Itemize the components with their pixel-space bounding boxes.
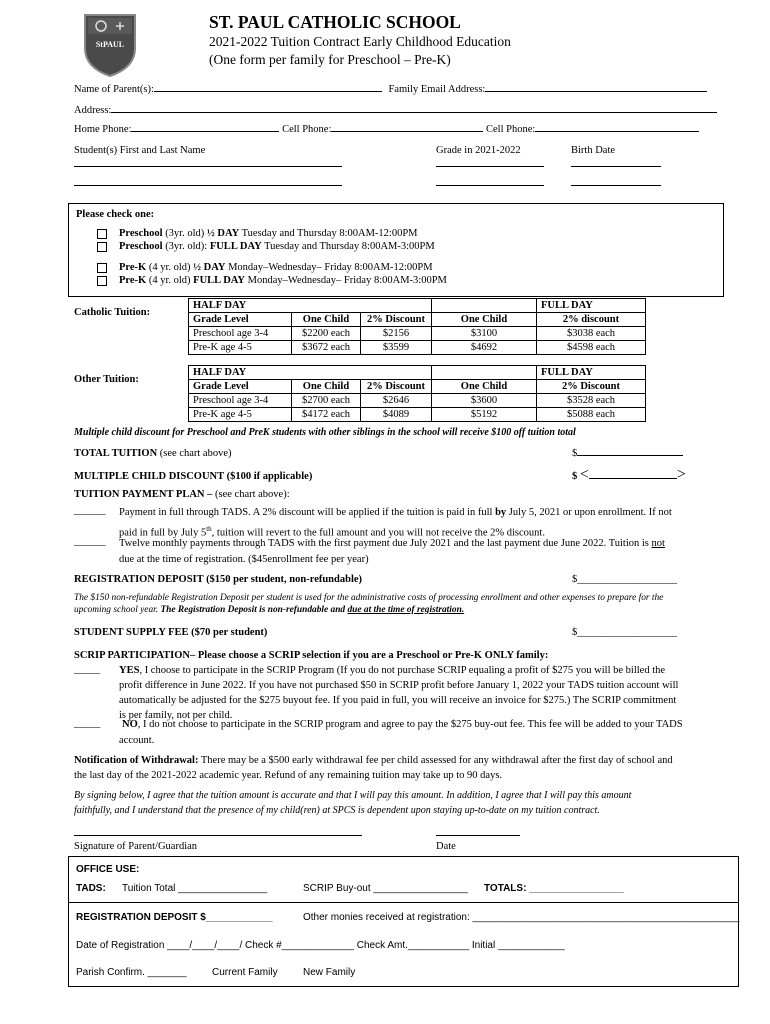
office-divider	[68, 902, 738, 903]
option-preschool-half[interactable]	[97, 228, 418, 239]
multi-child-note: Multiple child discount for Preschool and PreK students with other siblings in the school will receive $100 off tuition total	[74, 427, 576, 438]
text: by	[495, 507, 507, 518]
option-name: Pre-K	[119, 275, 147, 286]
grade-field-1[interactable]	[436, 166, 544, 167]
discount-full-header: 2% discount	[537, 313, 646, 327]
text: The $150 non-refundable Registration Deposit per student is used for the administrative costs of processing enrollment and other expenses to prepare for the	[74, 593, 664, 603]
full-day-header: FULL DAY	[537, 299, 646, 313]
option-age: (4 yr. old)	[146, 275, 194, 286]
phone-row	[74, 124, 699, 135]
text: NO	[122, 719, 138, 730]
office-reg-deposit[interactable]: REGISTRATION DEPOSIT $____________	[76, 912, 273, 923]
total-tuition-label: TOTAL TUITION	[74, 448, 158, 459]
payment-plan-label: TUITION PAYMENT PLAN –	[74, 489, 213, 500]
table-cell: $5192	[432, 408, 537, 422]
one-child-full-header: One Child	[432, 313, 537, 327]
office-parish-confirm[interactable]: Parish Confirm. _______	[76, 967, 187, 978]
table-cell: $2646	[361, 394, 432, 408]
text: automatically be adjusted for the $275 buyout fee. If you paid in full, you will receive an invoice for $275.) The SCRIP commitment	[119, 695, 677, 706]
checkbox[interactable]	[97, 242, 107, 252]
option-prek-full[interactable]	[97, 275, 447, 286]
checkbox[interactable]	[97, 229, 107, 239]
checkbox[interactable]	[97, 263, 107, 273]
option-detail: Tuesday and Thursday 8:00AM-3:00PM	[261, 241, 435, 252]
text: is per family, not per child.	[119, 710, 233, 721]
text: not	[651, 538, 665, 549]
payment-monthly-text	[119, 536, 729, 568]
parents-label: Name of Parent(s):	[74, 84, 154, 95]
cell-phone-field-1[interactable]	[331, 131, 483, 132]
deposit-field[interactable]: $___________________	[572, 574, 677, 585]
payment-monthly-blank[interactable]: ______	[74, 536, 106, 547]
supply-field[interactable]: $___________________	[572, 627, 677, 638]
office-date-registration[interactable]: Date of Registration ____/____/____/ Check #_____________ Check Amt.___________ Initial ____________	[76, 940, 565, 951]
office-totals[interactable]: TOTALS: _________________	[484, 883, 624, 894]
payment-plan-title	[74, 489, 290, 500]
discount-line[interactable]	[589, 478, 677, 479]
option-name: Pre-K	[119, 262, 147, 273]
table-cell: $3599	[361, 341, 432, 355]
one-child-full-header: One Child	[432, 380, 537, 394]
signature-field[interactable]	[74, 835, 362, 836]
text: Notification of Withdrawal:	[74, 755, 199, 766]
option-age: (3yr. old)	[162, 228, 207, 239]
other-tuition-label: Other Tuition:	[74, 374, 139, 385]
grade-label: Grade in 2021-2022	[436, 145, 521, 156]
total-tuition-row	[74, 448, 232, 459]
option-day: FULL DAY	[209, 241, 262, 252]
scrip-yes-blank[interactable]: _____	[74, 664, 101, 675]
contract-title: 2021-2022 Tuition Contract Early Childhood Education	[209, 34, 511, 49]
table-cell: $3038 each	[537, 327, 646, 341]
option-day: ½ DAY	[193, 262, 226, 273]
checkbox[interactable]	[97, 276, 107, 286]
parents-name-field[interactable]	[154, 91, 382, 92]
text: paid in full by July 5	[119, 527, 207, 539]
office-scrip-buyout[interactable]: SCRIP Buy-out _________________	[303, 883, 468, 894]
table-cell: $5088 each	[537, 408, 646, 422]
text: profit difference in June 2022. If you have not purchased $50 in SCRIP profit before January 1, 2022 your TADS tuition account will	[119, 680, 679, 691]
table-cell: $2200 each	[292, 327, 361, 341]
student-name-field-2[interactable]	[74, 185, 342, 186]
scrip-no-text	[119, 717, 732, 749]
text: Payment in full through TADS. A 2% discount will be applied if the tuition is paid in full	[119, 507, 496, 518]
office-tads-label: TADS:	[76, 883, 106, 894]
option-day: FULL DAY	[193, 275, 246, 286]
table-cell: Preschool age 3-4	[189, 327, 292, 341]
text: Twelve monthly payments through TADS with the first payment due July 2021 and the last payment due June 2022. Tuition is	[119, 538, 652, 549]
total-tuition-field[interactable]	[572, 448, 683, 459]
cell-phone-label-2: Cell Phone:	[486, 124, 536, 135]
grade-level-header: Grade Level	[189, 313, 292, 327]
table-cell: $3672 each	[292, 341, 361, 355]
one-child-header: One Child	[292, 313, 361, 327]
table-cell: $2700 each	[292, 394, 361, 408]
text: July 5, 2021 or upon enrollment. If not	[506, 507, 672, 518]
text: , I choose to participate in the SCRIP Program (If you do not purchase SCRIP equaling a profit of $275 you will be billed the	[139, 665, 666, 676]
text: the last day of the 2021-2022 academic year. Refund of any remaining tuition may take up to 90 days.	[74, 770, 503, 781]
discount-header: 2% Discount	[361, 380, 432, 394]
table-cell: $3600	[432, 394, 537, 408]
table-row	[189, 408, 646, 422]
school-name: ST. PAUL CATHOLIC SCHOOL	[209, 12, 461, 32]
empty-cell	[432, 299, 537, 313]
address-field[interactable]	[111, 112, 717, 113]
cell-phone-label-1: Cell Phone:	[282, 124, 332, 135]
cell-phone-field-2[interactable]	[535, 131, 699, 132]
home-phone-field[interactable]	[131, 131, 279, 132]
text: th	[206, 525, 212, 533]
one-child-header: One Child	[292, 380, 361, 394]
office-tuition-total[interactable]: Tuition Total ________________	[122, 883, 268, 894]
date-label: Date	[436, 841, 456, 852]
table-cell: $4692	[432, 341, 537, 355]
table-cell: Preschool age 3-4	[189, 394, 292, 408]
parents-row	[74, 84, 707, 95]
email-label: Family Email Address:	[388, 84, 486, 95]
table-cell: $4598 each	[537, 341, 646, 355]
scrip-no-blank[interactable]: _____	[74, 718, 101, 729]
deposit-note	[74, 592, 734, 616]
agreement-text	[74, 788, 734, 818]
table-cell: Pre-K age 4-5	[189, 341, 292, 355]
withdrawal-text	[74, 753, 734, 783]
logo-text: StPAUL	[95, 40, 125, 49]
birth-field-1[interactable]	[571, 166, 661, 167]
student-label: Student(s) First and Last Name	[74, 145, 206, 156]
table-cell: $2156	[361, 327, 432, 341]
table-row	[189, 394, 646, 408]
home-phone-label: Home Phone:	[74, 124, 132, 135]
option-age: (3yr. old):	[162, 241, 210, 252]
office-title: OFFICE USE:	[76, 864, 140, 875]
table-cell: $3100	[432, 327, 537, 341]
text: YES	[119, 665, 140, 676]
option-day: ½ DAY	[206, 228, 240, 239]
check-title: Please check one:	[76, 209, 155, 220]
text: The Registration Deposit is non-refundable and	[160, 605, 348, 615]
catholic-tuition-label: Catholic Tuition:	[74, 307, 151, 318]
office-new-family[interactable]: New Family	[303, 967, 356, 978]
birth-label: Birth Date	[571, 145, 616, 156]
payment-full-blank[interactable]: ______	[74, 505, 106, 516]
email-field[interactable]	[485, 91, 707, 92]
option-prek-half[interactable]	[97, 262, 433, 273]
dollar-sign: $	[572, 448, 578, 459]
full-day-header: FULL DAY	[537, 366, 646, 380]
supply-label: STUDENT SUPPLY FEE ($70 per student)	[74, 627, 268, 638]
address-label: Address:	[74, 105, 112, 116]
half-day-header: HALF DAY	[189, 366, 432, 380]
payment-plan-note: (see chart above):	[212, 489, 290, 500]
multi-discount-label: MULTIPLE CHILD DISCOUNT ($100 if applicable)	[74, 471, 313, 482]
text: due at the time of registration.	[347, 605, 465, 615]
option-detail: Monday–Wednesday– Friday 8:00AM-3:00PM	[245, 275, 447, 286]
table-cell: $4089	[361, 408, 432, 422]
office-current-family[interactable]: Current Family	[212, 967, 278, 978]
deposit-label: REGISTRATION DEPOSIT ($150 per student, non-refundable)	[74, 574, 363, 585]
text: , tuition will revert to the full amount and you will not receive the 2% discount.	[211, 527, 545, 539]
dollar-sign: $	[572, 471, 578, 482]
discount-header: 2% Discount	[361, 313, 432, 327]
table-row	[189, 327, 646, 341]
birth-field-2[interactable]	[571, 185, 661, 186]
text: upcoming school year.	[74, 605, 161, 615]
other-tuition-table	[188, 365, 646, 422]
option-name: Preschool	[119, 228, 163, 239]
option-detail: Monday–Wednesday– Friday 8:00AM-12:00PM	[225, 262, 433, 273]
text: By signing below, I agree that the tuition amount is accurate and that I will pay this amount. In addition, I agree that I will pay this amount	[74, 790, 632, 801]
scrip-yes-text	[119, 663, 729, 723]
option-preschool-full[interactable]	[97, 241, 435, 252]
total-tuition-line[interactable]	[577, 455, 683, 456]
text: faithfully, and I understand that the presence of my child(ren) at SPCS is dependent upon staying up-to-date on my tuition contract.	[74, 805, 600, 816]
greater-than-sign: >	[676, 466, 686, 483]
option-detail: Tuesday and Thursday 8:00AM-12:00PM	[239, 228, 418, 239]
empty-cell	[432, 366, 537, 380]
grade-field-2[interactable]	[436, 185, 544, 186]
table-row	[189, 341, 646, 355]
signature-label: Signature of Parent/Guardian	[74, 841, 198, 852]
multi-discount-field[interactable]	[572, 466, 686, 484]
table-cell: $4172 each	[292, 408, 361, 422]
text: account.	[119, 735, 155, 746]
scrip-title: SCRIP PARTICIPATION– Please choose a SCRIP selection if you are a Preschool or Pre-K ONLY family:	[74, 650, 549, 661]
total-tuition-note: (see chart above)	[157, 448, 232, 459]
half-day-header: HALF DAY	[189, 299, 432, 313]
text: There may be a $500 early withdrawal fee per child assessed for any withdrawal after the first day of school and	[198, 755, 673, 766]
contract-subtitle: (One form per family for Preschool – Pre-K)	[209, 52, 451, 67]
grade-level-header: Grade Level	[189, 380, 292, 394]
table-cell: Pre-K age 4-5	[189, 408, 292, 422]
date-field[interactable]	[436, 835, 520, 836]
table-cell: $3528 each	[537, 394, 646, 408]
catholic-tuition-table	[188, 298, 646, 355]
office-other-monies[interactable]: Other monies received at registration: ________________________________________________	[303, 912, 740, 923]
option-name: Preschool	[119, 241, 163, 252]
option-age: (4 yr. old)	[146, 262, 194, 273]
address-row	[74, 105, 717, 116]
less-than-sign: <	[579, 466, 589, 483]
discount-full-header: 2% Discount	[537, 380, 646, 394]
student-name-field-1[interactable]	[74, 166, 342, 167]
text: due at the time of registration. ($45enrollment fee per year)	[119, 554, 369, 565]
text: , I do not choose to participate in the SCRIP program and agree to pay the $275 buy-out fee. This fee will be added to your TADS	[137, 719, 683, 730]
